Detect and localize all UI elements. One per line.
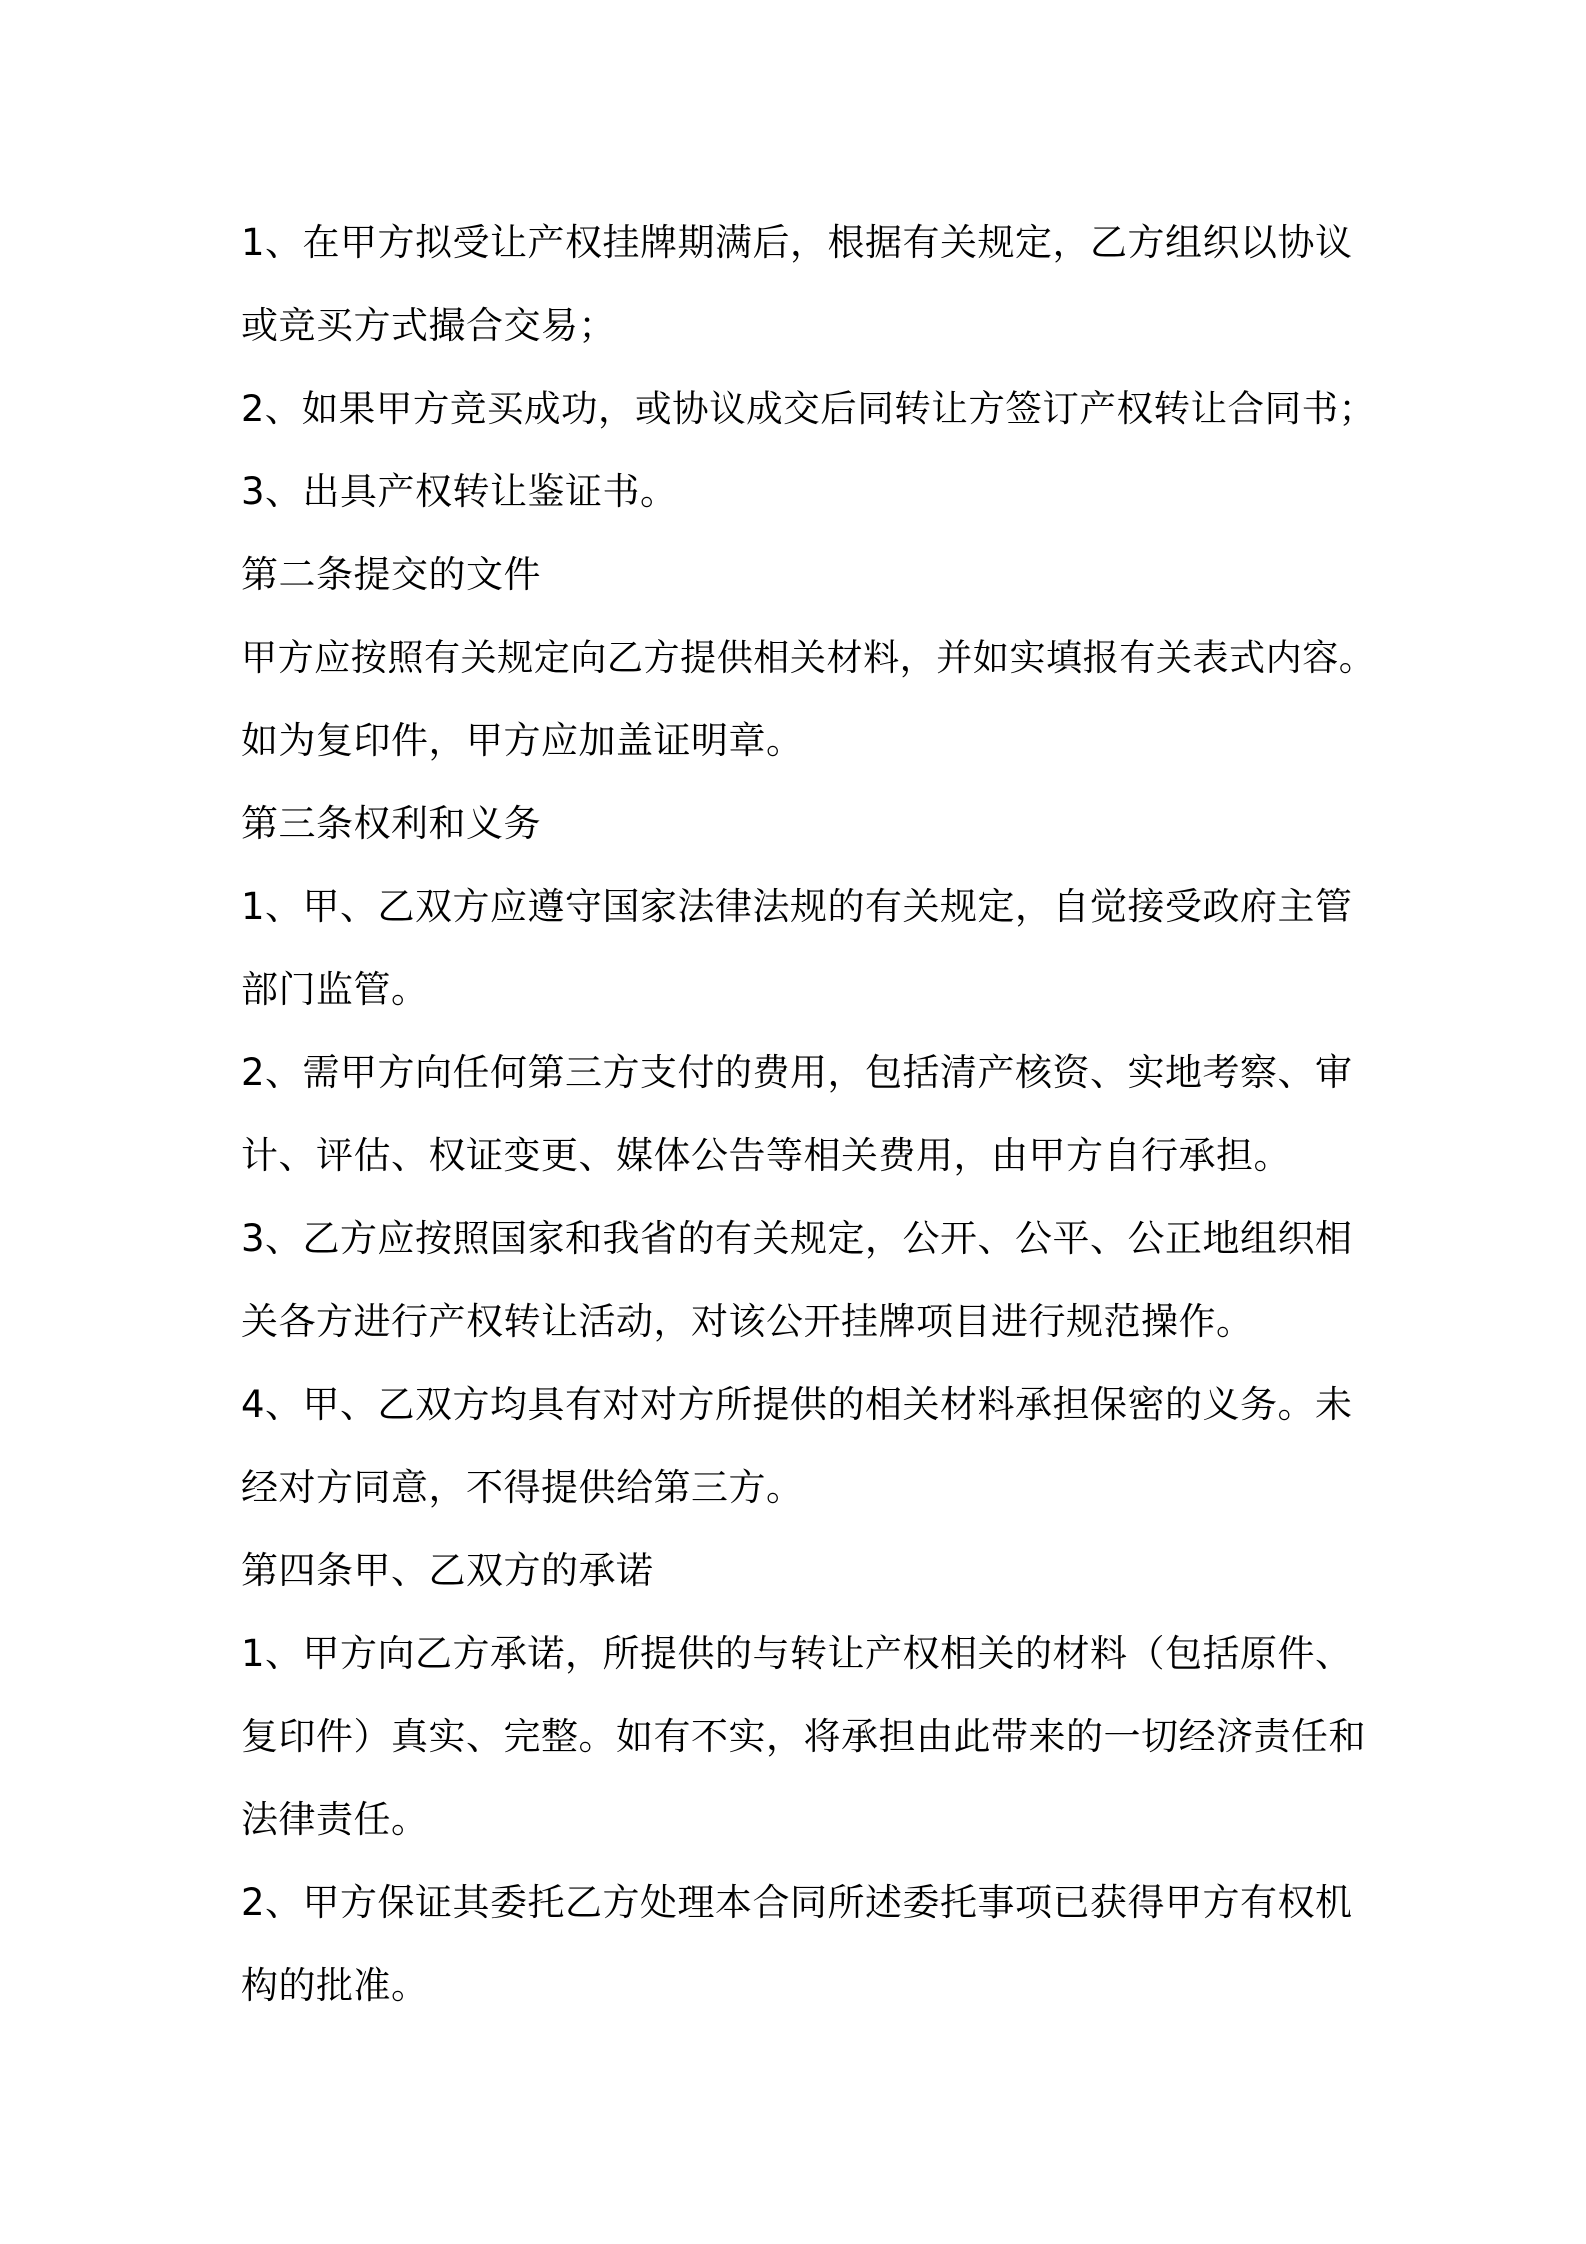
- text-line: 法律责任。: [241, 1798, 429, 1841]
- text-line: 经对方同意，不得提供给第三方。: [241, 1466, 804, 1509]
- text-line: 或竞买方式撮合交易；: [241, 304, 616, 347]
- text-line: 3、出具产权转让鉴证书。: [241, 470, 678, 513]
- text-line: 构的批准。: [241, 1964, 429, 2007]
- text-line: 如为复印件，甲方应加盖证明章。: [241, 719, 804, 762]
- text-line: 2、甲方保证其委托乙方处理本合同所述委托事项已获得甲方有权机: [241, 1881, 1353, 1924]
- text-line: 4、甲、乙双方均具有对对方所提供的相关材料承担保密的义务。未: [241, 1383, 1353, 1426]
- section-heading: 第三条权利和义务: [241, 802, 541, 845]
- text-line: 3、乙方应按照国家和我省的有关规定，公开、公平、公正地组织相: [241, 1217, 1353, 1260]
- section-heading: 第四条甲、乙双方的承诺: [241, 1549, 654, 1592]
- text-line: 2、如果甲方竞买成功，或协议成交后同转让方签订产权转让合同书；: [241, 387, 1376, 430]
- text-line: 1、在甲方拟受让产权挂牌期满后，根据有关规定，乙方组织以协议: [241, 221, 1353, 264]
- section-heading: 第二条提交的文件: [241, 553, 541, 596]
- text-line: 部门监管。: [241, 968, 429, 1011]
- document-body: [241, 201, 1376, 2027]
- text-line: 关各方进行产权转让活动，对该公开挂牌项目进行规范操作。: [241, 1300, 1254, 1343]
- text-line: 复印件）真实、完整。如有不实，将承担由此带来的一切经济责任和: [241, 1715, 1366, 1758]
- text-line: 1、甲方向乙方承诺，所提供的与转让产权相关的材料（包括原件、: [241, 1632, 1353, 1675]
- text-line: 甲方应按照有关规定向乙方提供相关材料，并如实填报有关表式内容。: [241, 636, 1376, 679]
- text-line: 2、需甲方向任何第三方支付的费用，包括清产核资、实地考察、审: [241, 1051, 1353, 1094]
- text-line: 计、评估、权证变更、媒体公告等相关费用，由甲方自行承担。: [241, 1134, 1291, 1177]
- text-line: 1、甲、乙双方应遵守国家法律法规的有关规定，自觉接受政府主管: [241, 885, 1353, 928]
